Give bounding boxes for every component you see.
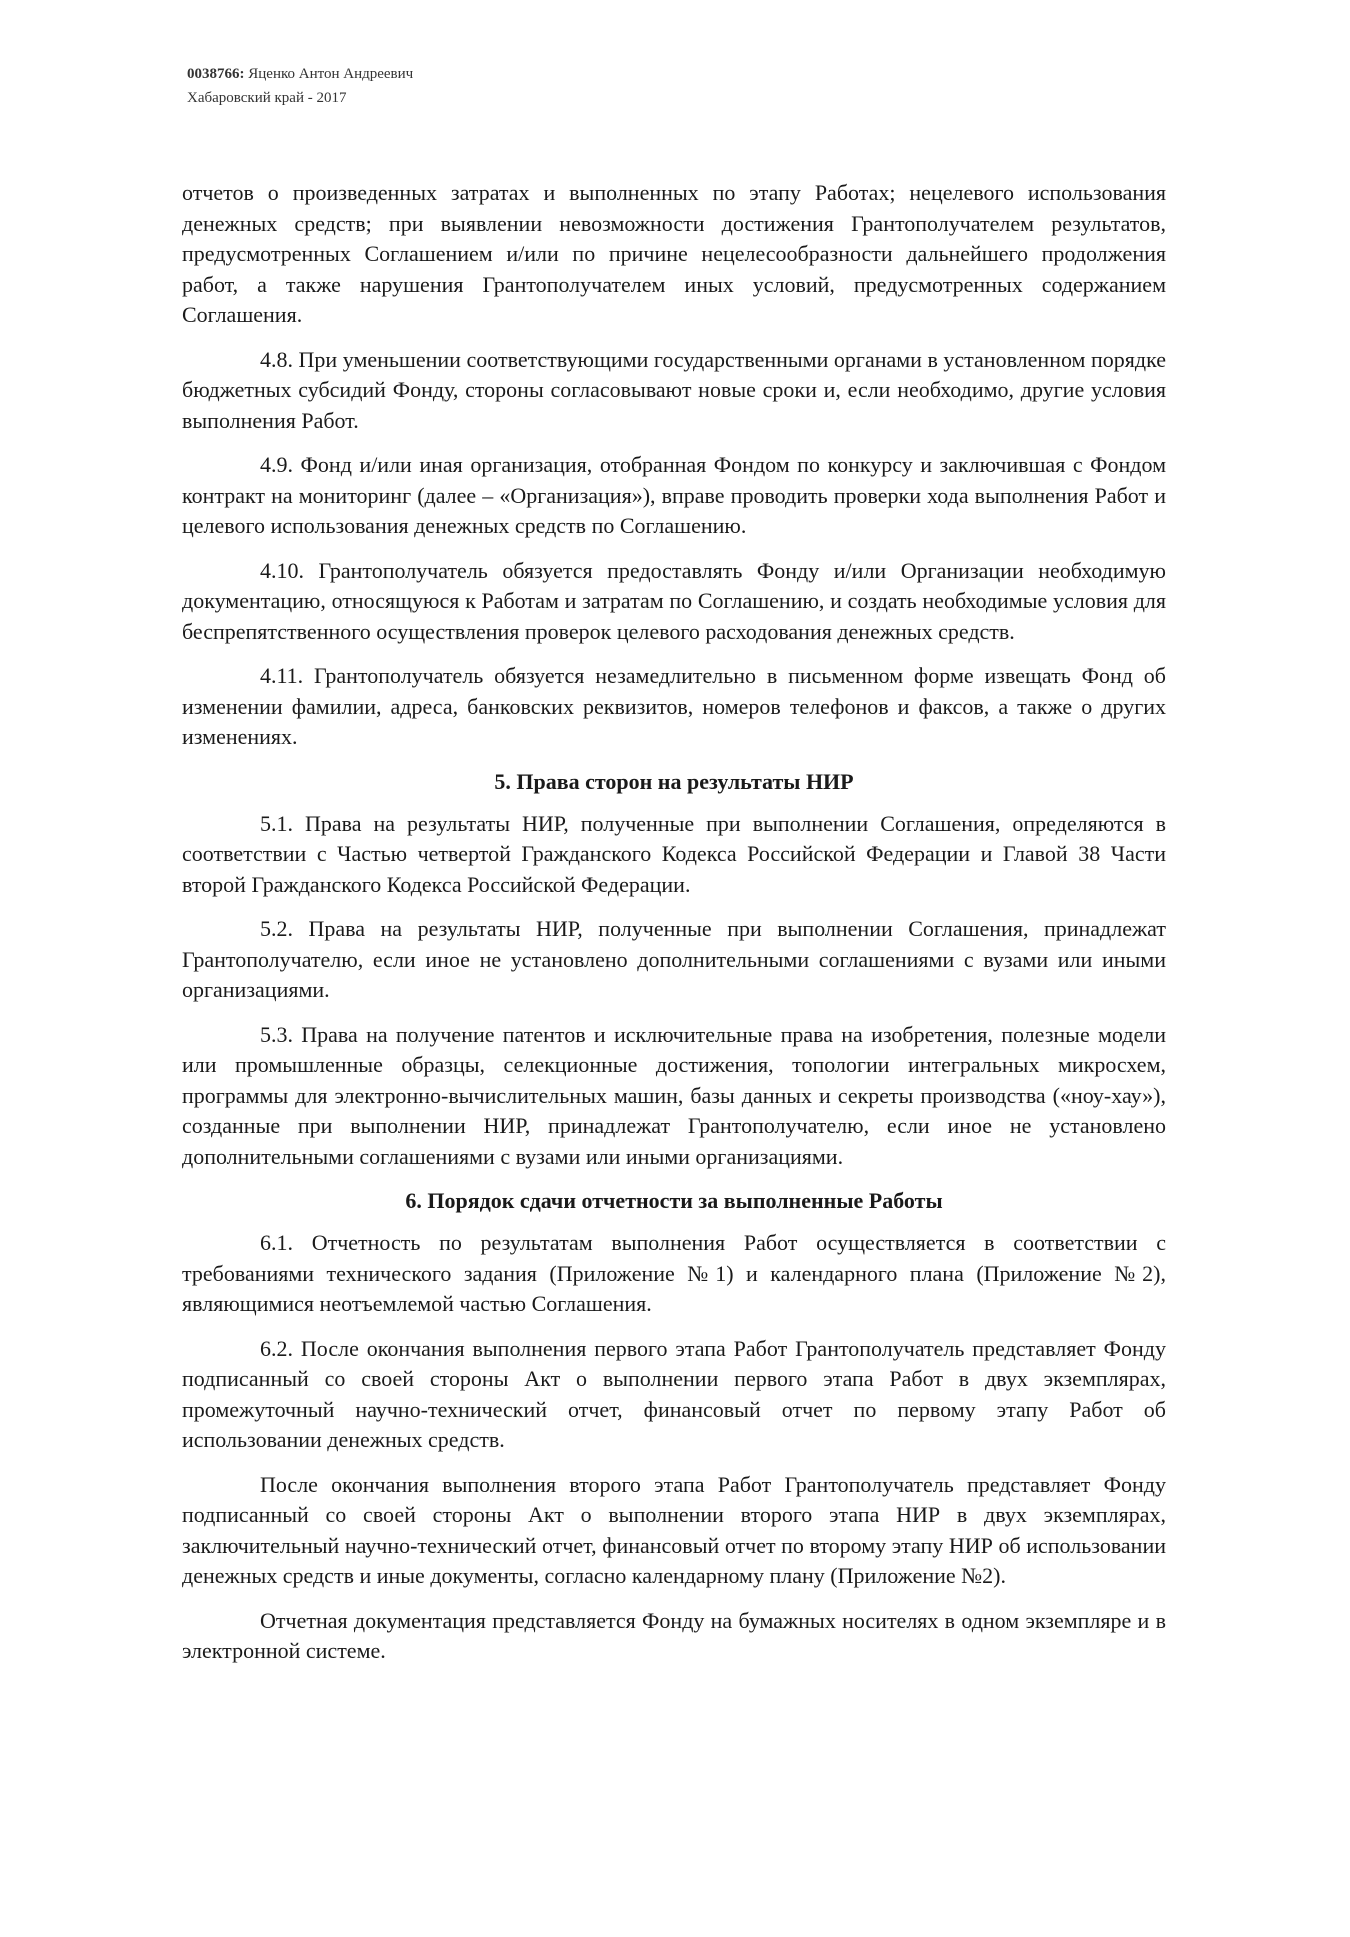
paragraph-5-3: 5.3. Права на получение патентов и исключительные права на изобретения, полезные модели или промышленные образцы, селекционные достижения, топологии интегральных микросхем, программы для электронно-вычислительных машин, базы данных и секреты производства («ноу-хау»), созданные при выполнении НИР, принадлежат Грантополучателю, если иное не установлено дополнительными соглашениями с вузами или иными организациями. <box>182 1021 1166 1169</box>
paragraph-4-11: 4.11. Грантополучатель обязуется незамедлительно в письменном форме извещать Фонд об изменении фамилии, адреса, банковских реквизитов, номеров телефонов и факсов, а также о других изменениях. <box>182 663 1166 749</box>
paragraph-4-8: 4.8. При уменьшении соответствующими государственными органами в установленном порядке бюджетных субсидий Фонду, стороны согласовывают новые сроки и, если необходимо, другие условия выполнения Работ. <box>182 346 1166 433</box>
paragraph-6-2: 6.2. После окончания выполнения первого этапа Работ Грантополучатель представляет Фонду подписанный со своей стороны Акт о выполнении первого этапа Работ в двух экземплярах, промежуточный научно-технический отчет, финансовый отчет по первому этапу Работ об использовании денежных средств. <box>182 1335 1166 1452</box>
document-code: 0038766: <box>187 66 245 82</box>
paragraph-6-2-second-stage: После окончания выполнения второго этапа Работ Грантополучатель представляет Фонду подписанный со своей стороны Акт о выполнении второго этапа НИР в двух экземплярах, заключительный научно-технический отчет, финансовый отчет по второму этапу НИР об использовании денежных средств и иные документы, согласно календарному плану (Приложение №2). <box>182 1471 1166 1588</box>
header-line-1 <box>187 62 413 86</box>
section-6-heading: 6. Порядок сдачи отчетности за выполненные Работы <box>405 1188 943 1213</box>
paragraph-5-2: 5.2. Права на результаты НИР, полученные при выполнении Соглашения, принадлежат Грантополучателю, если иное не установлено дополнительными соглашениями с вузами или иными организациями. <box>182 916 1166 1002</box>
paragraph-4-9: 4.9. Фонд и/или иная организация, отобранная Фондом по конкурсу и заключившая с Фондом контракт на мониторинг (далее – «Организация»), вправе проводить проверки хода выполнения Работ и целевого использования денежных средств по Соглашению. <box>182 452 1166 538</box>
document-body <box>182 178 1166 1681</box>
region-year: Хабаровский край - 2017 <box>187 90 347 106</box>
author-name: Яценко Антон Андреевич <box>248 66 414 82</box>
section-5-heading: 5. Права сторон на результаты НИР <box>494 768 854 794</box>
paragraph-6-1: 6.1. Отчетность по результатам выполнения Работ осуществляется в соответствии с требованиями технического задания (Приложение №1) и календарного плана (Приложение №2), являющимися неотъемлемой частью Соглашения. <box>182 1230 1166 1316</box>
paragraph-4-10: 4.10. Грантополучатель обязуется предоставлять Фонду и/или Организации необходимую документацию, относящуюся к Работам и затратам по Соглашению, и создать необходимые условия для беспрепятственного осуществления проверок целевого расходования денежных средств. <box>182 557 1166 644</box>
paragraph-continuation: отчетов о произведенных затратах и выполненных по этапу Работах; нецелевого использования денежных средств; при выявлении невозможности достижения Грантополучателем результатов, предусмотренных Соглашением и/или по причине нецелесообразности дальнейшего продолжения работ, а также нарушения Грантополучателем иных условий, предусмотренных содержанием Соглашения. <box>182 180 1166 327</box>
paragraph-5-1: 5.1. Права на результаты НИР, полученные при выполнении Соглашения, определяются в соответствии с Частью четвертой Гражданского Кодекса Российской Федерации и Главой 38 Части второй Гражданского Кодекса Российской Федерации. <box>182 810 1166 897</box>
page-header <box>187 62 413 110</box>
paragraph-6-2-documentation: Отчетная документация представляется Фонду на бумажных носителях в одном экземпляре и в электронной системе. <box>182 1607 1166 1663</box>
